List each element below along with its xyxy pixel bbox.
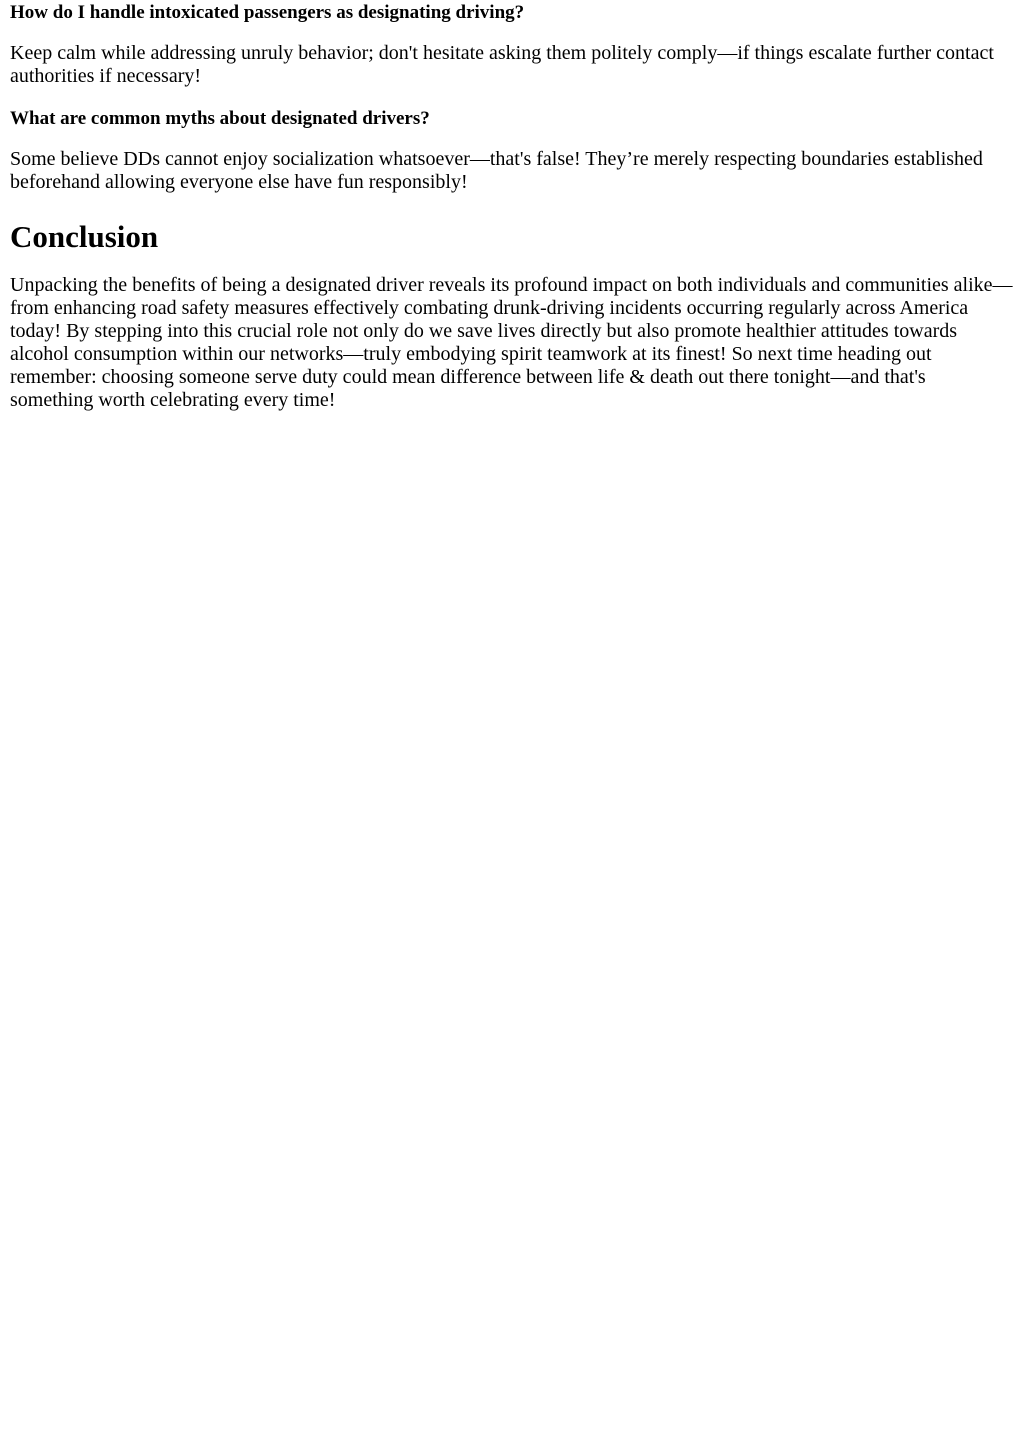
article-content: [0, 0, 1024, 412]
conclusion-paragraph: Unpacking the benefits of being a designated driver reveals its profound impact on both individuals and communities alike—from enhancing road safety measures effectively combating drunk-driving incidents occurring regularly across America today! By stepping into this crucial role not only do we save lives directly but also promote healthier attitudes towards alcohol consumption within our networks—truly embodying spirit teamwork at its finest! So next time heading out remember: choosing someone serve duty could mean difference between life & death out there tonight—and that's something worth celebrating every time!: [10, 274, 1013, 411]
faq-question: How do I handle intoxicated passengers as designating driving?: [10, 2, 525, 23]
faq-answer: Keep calm while addressing unruly behavior; don't hesitate asking them politely comply—if things escalate further contact authorities if necessary!: [10, 42, 994, 87]
faq-question: What are common myths about designated drivers?: [10, 108, 430, 129]
conclusion-heading: Conclusion: [10, 219, 159, 254]
faq-answer: Some believe DDs cannot enjoy socialization whatsoever—that's false! They’re merely respecting boundaries established beforehand allowing everyone else have fun responsibly!: [10, 148, 983, 193]
